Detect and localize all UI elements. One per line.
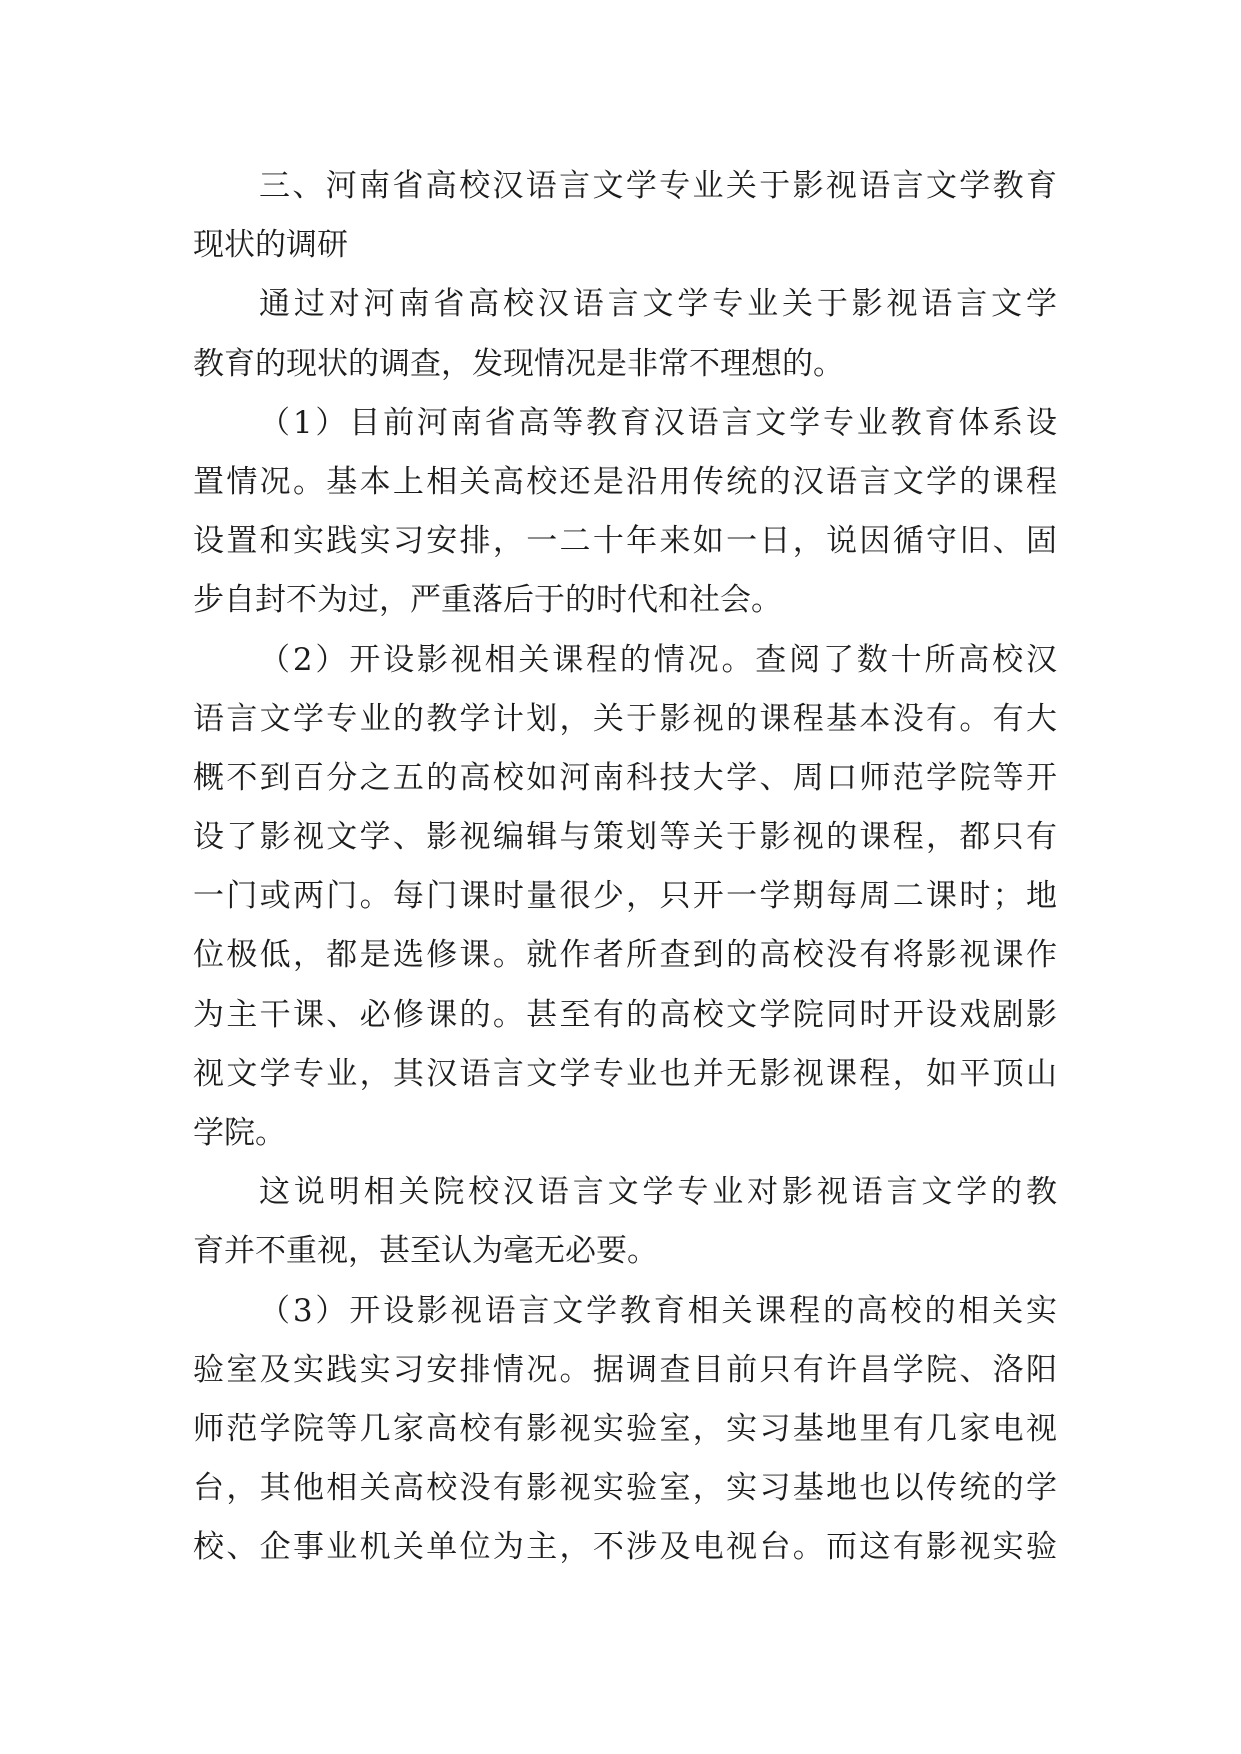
paragraph-line: 学院。 (193, 1115, 286, 1151)
paragraph-line: 一门或两门。每门课时量很少，只开一学期每周二课时；地 (193, 878, 1057, 915)
paragraph-line: 设置和实践实习安排，一二十年来如一日，说因循守旧、固 (193, 523, 1057, 560)
paragraph-line: （1）目前河南省高等教育汉语言文学专业教育体系设 (259, 404, 1057, 441)
paragraph (193, 631, 1057, 1164)
paragraph-line: 概不到百分之五的高校如河南科技大学、周口师范学院等开 (193, 759, 1057, 796)
paragraph-line: 师范学院等几家高校有影视实验室，实习基地里有几家电视 (193, 1410, 1057, 1447)
document-body (193, 157, 1057, 1578)
paragraph-line: 验室及实践实习安排情况。据调查目前只有许昌学院、洛阳 (193, 1351, 1057, 1388)
paragraph (193, 394, 1057, 631)
section-heading (193, 157, 1057, 275)
paragraph-line: 位极低，都是选修课。就作者所查到的高校没有将影视课作 (193, 937, 1057, 974)
paragraph-line: 教育的现状的调查，发现情况是非常不理想的。 (193, 345, 844, 382)
paragraph-line: 设了影视文学、影视编辑与策划等关于影视的课程，都只有 (193, 819, 1057, 856)
paragraph (193, 1282, 1057, 1578)
paragraph-line: 置情况。基本上相关高校还是沿用传统的汉语言文学的课程 (193, 463, 1057, 500)
paragraph-line: 育并不重视，甚至认为毫无必要。 (193, 1233, 658, 1270)
paragraph-line: 通过对河南省高校汉语言文学专业关于影视语言文学 (259, 286, 1057, 323)
paragraph-line: 台，其他相关高校没有影视实验室，实习基地也以传统的学 (193, 1470, 1057, 1507)
heading-line: 现状的调研 (193, 227, 348, 264)
paragraph (193, 1163, 1057, 1281)
paragraph-line: 为主干课、必修课的。甚至有的高校文学院同时开设戏剧影 (193, 996, 1057, 1033)
paragraph-line: 步自封不为过，严重落后于的时代和社会。 (193, 582, 782, 619)
paragraph-line: 校、企事业机关单位为主，不涉及电视台。而这有影视实验 (193, 1529, 1057, 1566)
paragraph (193, 275, 1057, 393)
paragraph-line: （3）开设影视语言文学教育相关课程的高校的相关实 (259, 1292, 1057, 1329)
paragraph-line: （2）开设影视相关课程的情况。查阅了数十所高校汉 (259, 641, 1057, 678)
heading-line: 三、河南省高校汉语言文学专业关于影视语言文学教育 (259, 168, 1057, 204)
paragraph-line: 视文学专业，其汉语言文学专业也并无影视课程，如平顶山 (193, 1055, 1057, 1092)
paragraph-line: 语言文学专业的教学计划，关于影视的课程基本没有。有大 (193, 700, 1057, 737)
paragraph-line: 这说明相关院校汉语言文学专业对影视语言文学的教 (259, 1174, 1057, 1211)
